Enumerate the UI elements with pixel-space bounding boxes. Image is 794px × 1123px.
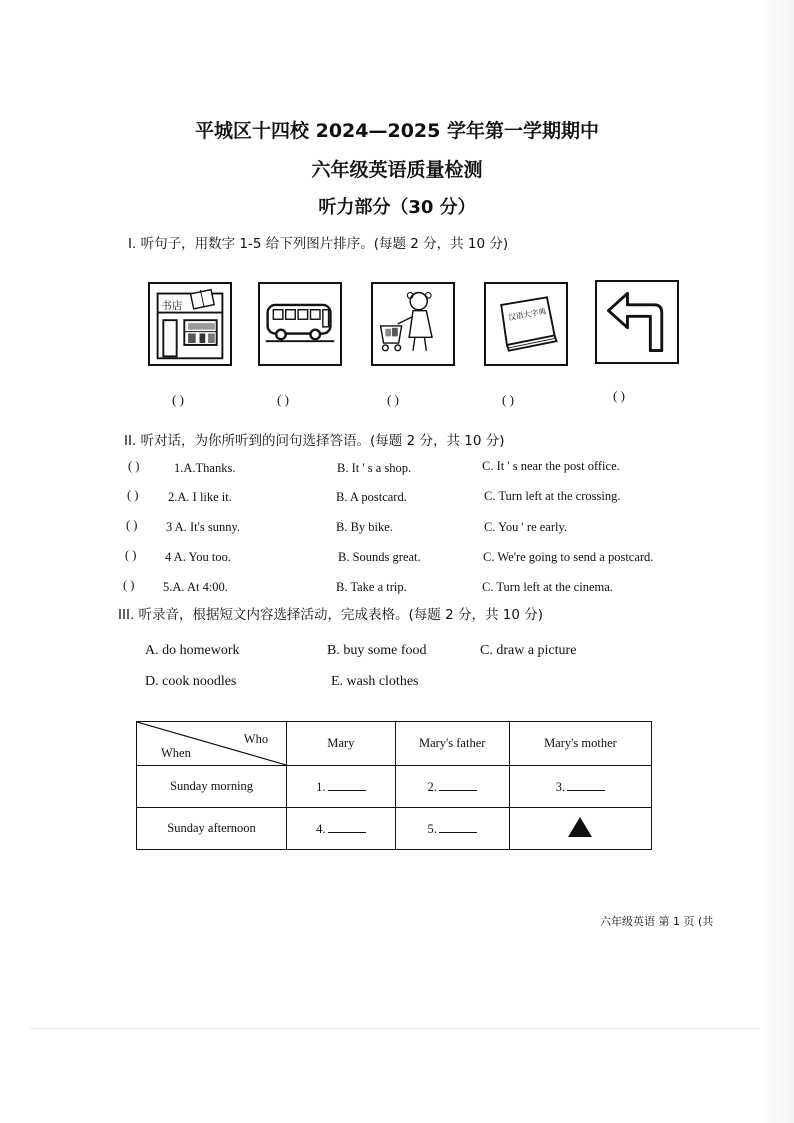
activity-option-c: C. draw a picture <box>480 643 577 658</box>
dictionary-icon <box>486 284 566 364</box>
page-bottom-divider <box>30 1028 760 1029</box>
activity-table <box>136 721 652 850</box>
corner-who-label: Who <box>243 732 269 746</box>
picture-bookstore <box>148 282 232 366</box>
blank-number: 1. <box>316 779 326 794</box>
column-header-mary: Mary <box>287 722 395 766</box>
answer-paren[interactable]: ( ) <box>127 488 139 502</box>
exam-subtitle: 六年级英语质量检测 <box>311 159 483 181</box>
example-cell <box>509 808 651 850</box>
option-c: C. You ' re early. <box>484 520 568 534</box>
listening-section-title: 听力部分（30 分） <box>318 197 476 218</box>
answer-paren[interactable]: ( ) <box>125 548 137 562</box>
picture-answer-5[interactable]: ( ) <box>613 388 625 403</box>
answer-cell-3[interactable] <box>509 766 651 808</box>
option-b: B. It ' s a shop. <box>337 461 412 475</box>
bookstore-sign-text: 书店 <box>161 299 183 312</box>
picture-answer-1[interactable]: ( ) <box>172 392 184 407</box>
option-b: B. Take a trip. <box>336 580 407 594</box>
section3-heading: III. 听录音，根据短文内容选择活动，完成表格。(每题 2 分，共 10 分) <box>118 607 543 623</box>
option-a: 4 A. You too. <box>165 550 231 564</box>
answer-cell-4[interactable] <box>287 808 395 850</box>
picture-dictionary <box>484 282 568 366</box>
picture-answer-3[interactable]: ( ) <box>387 392 399 407</box>
answer-cell-5[interactable] <box>395 808 509 850</box>
activity-option-a: A. do homework <box>145 643 240 658</box>
option-c: C. Turn left at the cinema. <box>482 580 613 594</box>
answer-blank-3[interactable] <box>567 779 605 791</box>
column-header-mary-father: Mary's father <box>395 722 509 766</box>
picture-girl-shopping <box>371 282 455 366</box>
table-row <box>137 808 652 850</box>
turn-left-arrow-icon <box>597 282 677 362</box>
answer-blank-1[interactable] <box>328 779 366 791</box>
picture-answer-2[interactable]: ( ) <box>277 392 289 407</box>
corner-when-label: When <box>161 746 191 760</box>
option-b: B. By bike. <box>336 520 393 534</box>
answer-blank-2[interactable] <box>439 779 477 791</box>
table-row <box>137 766 652 808</box>
picture-answer-4[interactable]: ( ) <box>502 392 514 407</box>
option-a: 5.A. At 4:00. <box>163 580 228 594</box>
option-c: C. Turn left at the crossing. <box>484 489 621 503</box>
blank-number: 3. <box>555 779 566 794</box>
option-c: C. It ' s near the post office. <box>482 459 620 473</box>
option-a: 2.A. I like it. <box>168 490 232 504</box>
answer-blank-4[interactable] <box>328 821 366 833</box>
activity-option-d: D. cook noodles <box>145 674 237 689</box>
table-corner-cell <box>137 722 287 766</box>
blank-number: 5. <box>427 821 437 836</box>
blank-number: 2. <box>427 779 437 794</box>
activity-option-e: E. wash clothes <box>331 674 419 689</box>
answer-blank-5[interactable] <box>439 821 477 833</box>
blank-number: 4. <box>316 821 326 836</box>
bookstore-icon <box>150 284 230 364</box>
activity-option-b: B. buy some food <box>327 643 427 658</box>
option-c: C. We're going to send a postcard. <box>483 550 654 564</box>
section1-heading: I. 听句子，用数字 1-5 给下列图片排序。(每题 2 分，共 10 分) <box>128 236 509 252</box>
row-label-sunday-morning: Sunday morning <box>137 766 287 808</box>
option-b: B. Sounds great. <box>338 550 421 564</box>
page-footer: 六年级英语 第 1 页 (共 <box>600 915 714 928</box>
row-label-sunday-afternoon: Sunday afternoon <box>137 808 287 850</box>
column-header-mary-mother: Mary's mother <box>509 722 651 766</box>
exam-title: 平城区十四校 2024—2025 学年第一学期期中 <box>195 120 599 142</box>
answer-cell-2[interactable] <box>395 766 509 808</box>
triangle-icon <box>568 817 592 837</box>
option-a: 1.A.Thanks. <box>174 461 236 475</box>
option-b: B. A postcard. <box>336 490 407 504</box>
answer-paren[interactable]: ( ) <box>123 578 135 592</box>
option-a: 3 A. It's sunny. <box>166 520 241 534</box>
picture-turn-left-sign <box>595 280 679 364</box>
bus-icon <box>260 284 340 364</box>
answer-cell-1[interactable] <box>287 766 395 808</box>
answer-paren[interactable]: ( ) <box>128 459 140 473</box>
picture-bus <box>258 282 342 366</box>
answer-paren[interactable]: ( ) <box>126 518 138 532</box>
dictionary-title-text: 汉语大字典 <box>507 306 547 323</box>
table-header-row <box>137 722 652 766</box>
section2-heading: II. 听对话，为你所听到的问句选择答语。(每题 2 分，共 10 分) <box>124 433 505 449</box>
girl-with-cart-icon <box>373 284 453 364</box>
